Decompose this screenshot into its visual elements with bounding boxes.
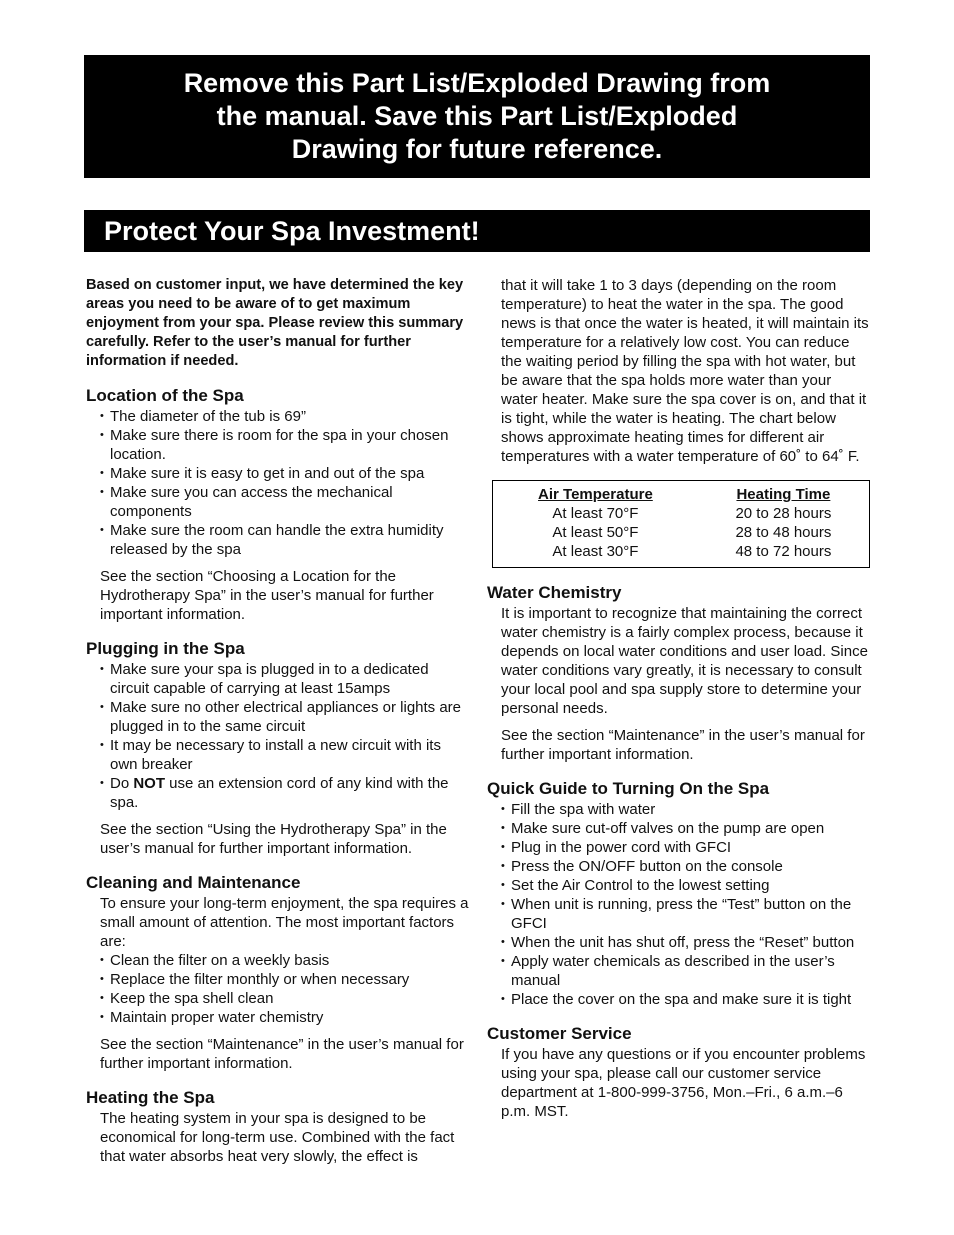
list-item: • Clean the filter on a weekly basis [100,951,470,970]
plugging-list [86,660,470,812]
list-item: • Make sure cut-off valves on the pump are open [501,819,871,838]
list-item: • Make sure there is room for the spa in your chosen location. [100,426,470,464]
table-row [493,542,869,561]
quick-guide-heading: Quick Guide to Turning On the Spa [487,779,770,798]
list-item: • Place the cover on the spa and make sure it is tight [501,990,871,1009]
table-cell: At least 30°F [552,543,639,560]
table-cell: 20 to 28 hours [735,505,832,522]
list-item: • Keep the spa shell clean [100,989,470,1008]
list-item: • Apply water chemicals as described in the user’s manual [501,952,871,990]
table-row [493,504,869,523]
cleaning-heading: Cleaning and Maintenance [86,873,301,892]
list-item [100,774,470,812]
list-item: • Make sure no other electrical appliances or lights are plugged in to the same circuit [100,698,470,736]
customer-service-heading: Customer Service [487,1024,632,1043]
cleaning-note: See the section “Maintenance” in the user’s manual for further important information. [100,1036,464,1072]
right-column [487,276,871,1121]
do-not-emphasis: NOT [133,775,166,792]
banner-line-1: Remove this Part List/Exploded Drawing from [183,68,771,98]
location-note: See the section “Choosing a Location for the Hydrotherapy Spa” in the user’s manual for further important information. [100,568,434,623]
table-row [493,523,869,542]
heating-heading: Heating the Spa [86,1088,215,1107]
list-item: • Fill the spa with water [501,800,871,819]
table-cell: At least 70°F [552,505,639,522]
customer-service-text: If you have any questions or if you encounter problems using your spa, please call our customer service department at 1-800-999-3756, Mon.–Fri., 6 a.m.–6 p.m. MST. [501,1046,866,1120]
chemistry-note: See the section “Maintenance” in the user’s manual for further important information. [501,727,865,763]
heating-text-1: The heating system in your spa is designed to be economical for long-term use. Combined with the fact that water absorbs heat very slowly, the effect is [100,1110,455,1165]
list-item: • Replace the filter monthly or when necessary [100,970,470,989]
table-cell: 48 to 72 hours [735,543,832,560]
intro-text: Based on customer input, we have determined the key areas you need to be aware of to get maximum enjoyment from your spa. Please review this summary carefully. Refer to the user’s manual for further information if needed. [86,277,464,369]
list-item: • Make sure it is easy to get in and out of the spa [100,464,470,483]
banner-notice [84,55,870,178]
left-column [86,276,470,1166]
do-prefix: Do [110,775,134,792]
page-title: Protect Your Spa Investment! [84,210,870,252]
list-item: • Press the ON/OFF button on the console [501,857,871,876]
list-item: • When the unit has shut off, press the “Reset” button [501,933,871,952]
chemistry-text: It is important to recognize that maintaining the correct water chemistry is a fairly complex process, because it depends on local water conditions and user load. Since water conditions vary greatly, it is necessary to consult your local pool and spa supply store to determine your personal needs. [501,605,868,717]
chemistry-heading: Water Chemistry [487,583,622,602]
location-heading: Location of the Spa [86,386,244,405]
plugging-note: See the section “Using the Hydrotherapy Spa” in the user’s manual for further important information. [100,821,447,857]
heating-times-table [492,480,870,568]
cleaning-text: To ensure your long-term enjoyment, the spa requires a small amount of attention. The most important factors are: [100,895,469,950]
location-list [86,407,470,559]
heating-text-2: that it will take 1 to 3 days (depending on the room temperature) to heat the water in the spa. The good news is that once the water is heated, it will maintain its temperature for a relatively low cost. You can reduce the waiting period by filling the spa with hot water, but be aware that the spa holds more water than your water heater. Make sure the spa cover is on, and that it is tight, while the water is heating. The chart below shows approximate heating times for different air temperatures with a water temperature of 60˚ to 64˚ F. [501,277,869,465]
list-item: • Maintain proper water chemistry [100,1008,470,1027]
list-item: • When unit is running, press the “Test” button on the GFCI [501,895,871,933]
table-cell: At least 50°F [552,524,639,541]
list-item: • Make sure you can access the mechanical components [100,483,470,521]
banner-line-3: Drawing for future reference. [291,134,663,164]
list-item: • Set the Air Control to the lowest setting [501,876,871,895]
table-header-air-temperature: Air Temperature [538,486,653,503]
table-header-heating-time: Heating Time [736,486,831,503]
list-item: • Plug in the power cord with GFCI [501,838,871,857]
list-item: • It may be necessary to install a new circuit with its own breaker [100,736,470,774]
table-cell: 28 to 48 hours [735,524,832,541]
list-item: • Make sure the room can handle the extra humidity released by the spa [100,521,470,559]
list-item: • The diameter of the tub is 69” [100,407,470,426]
banner-line-2: the manual. Save this Part List/Exploded [216,101,738,131]
list-item: • Make sure your spa is plugged in to a dedicated circuit capable of carrying at least 15amps [100,660,470,698]
cleaning-list [86,951,470,1027]
plugging-heading: Plugging in the Spa [86,639,245,658]
do-suffix: use an extension cord of any kind with the spa. [110,775,449,811]
quick-guide-list [487,800,871,1009]
